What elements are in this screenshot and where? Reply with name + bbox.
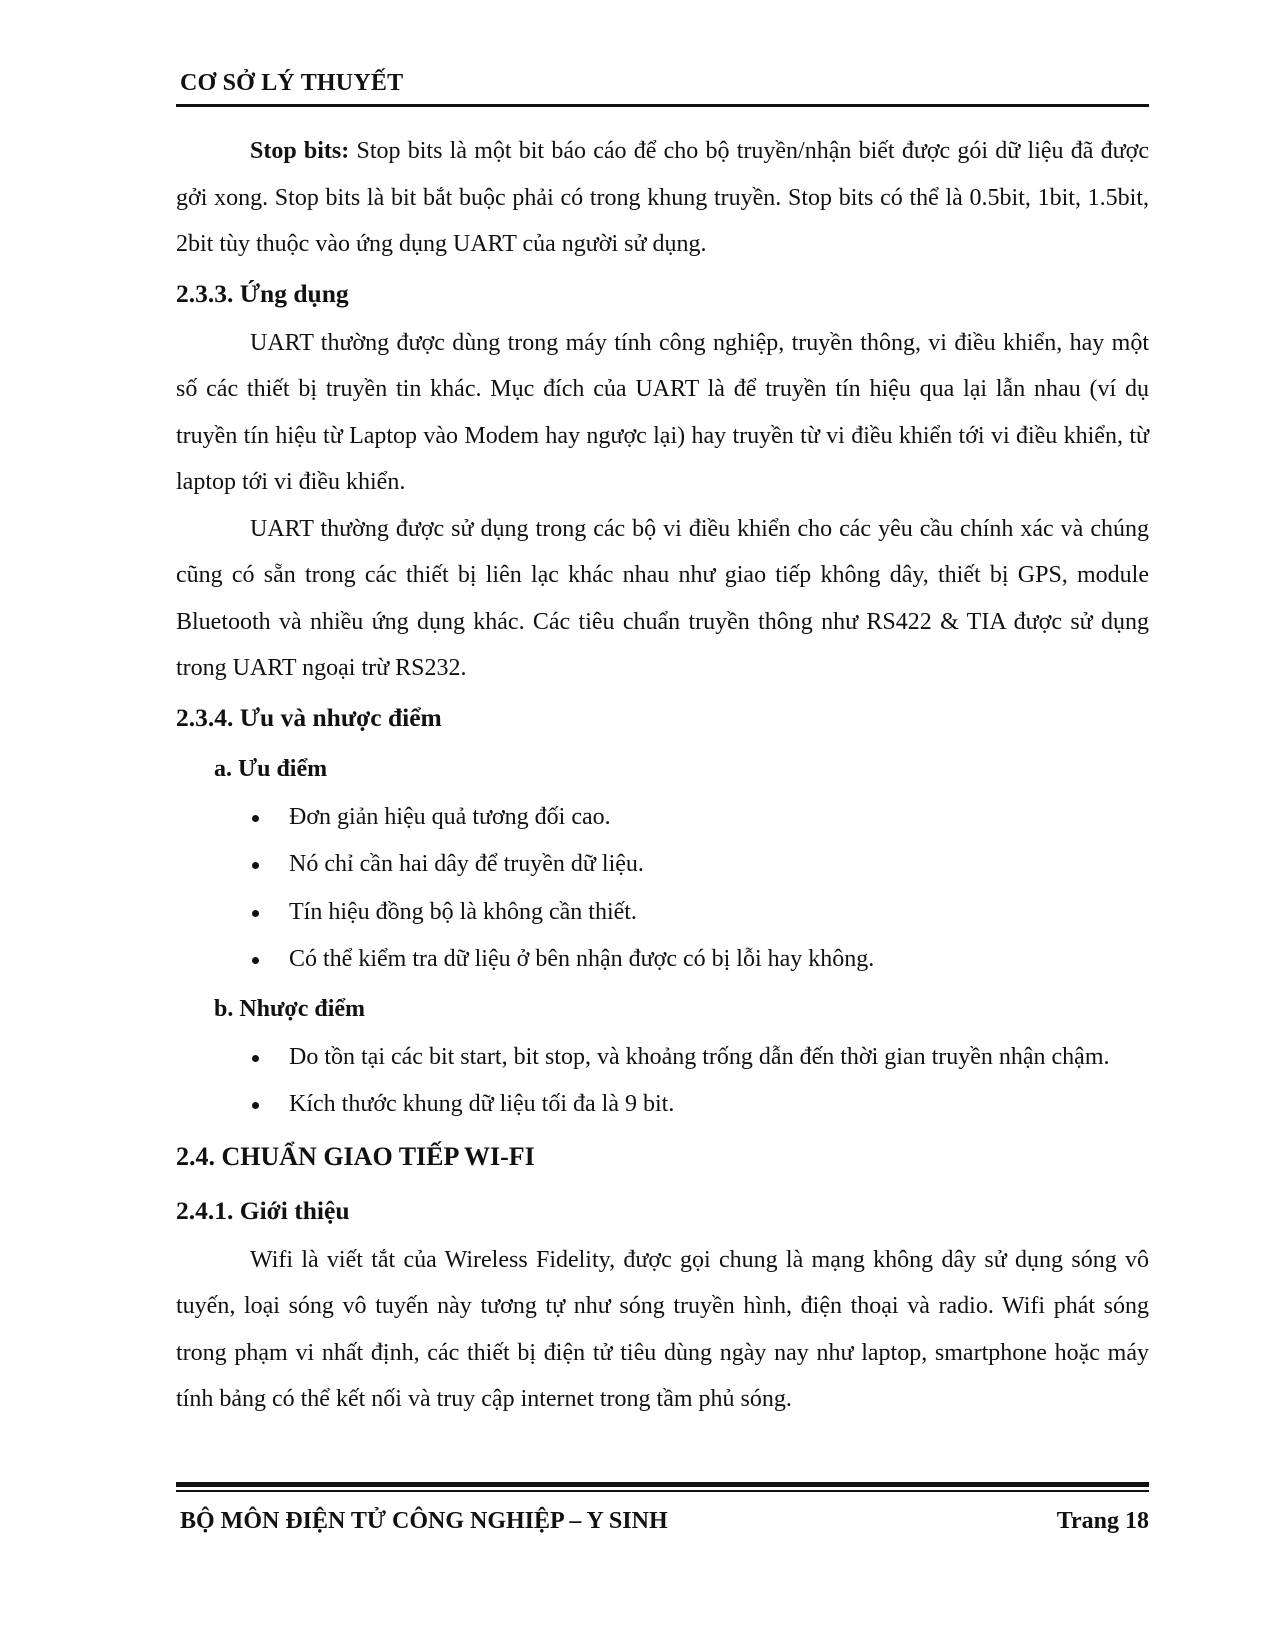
list-item bbox=[176, 889, 1149, 937]
list-item-text: Nó chỉ cần hai dây để truyền dữ liệu. bbox=[289, 851, 644, 877]
list-item-text: Đơn giản hiệu quả tương đối cao. bbox=[289, 803, 611, 830]
footer-divider-thin bbox=[176, 1490, 1149, 1492]
bullet-icon bbox=[252, 910, 259, 917]
section-heading-2-4: 2.4. CHUẨN GIAO TIẾP WI-FI bbox=[176, 1141, 535, 1171]
section-heading-2-3-3: 2.3.3. Ứng dụng bbox=[176, 278, 349, 308]
disadvantages-list bbox=[176, 1034, 1149, 1129]
footer-divider-thick bbox=[176, 1482, 1149, 1487]
header-divider bbox=[176, 104, 1149, 107]
list-item-text: Do tồn tại các bit start, bit stop, và khoảng trống dẫn đến thời gian truyền nhận chậm. bbox=[289, 1043, 1110, 1070]
list-item-text: Kích thước khung dữ liệu tối đa là 9 bit. bbox=[289, 1091, 675, 1117]
list-item bbox=[176, 841, 1149, 889]
bullet-icon bbox=[252, 1102, 259, 1109]
list-item-text: Có thể kiểm tra dữ liệu ở bên nhận được có bị lỗi hay không. bbox=[289, 946, 875, 972]
advantages-heading: a. Ưu điểm bbox=[214, 755, 328, 782]
list-item bbox=[176, 794, 1149, 842]
page-content bbox=[176, 128, 1149, 1423]
wifi-intro-paragraph: Wifi là viết tắt của Wireless Fidelity, được gọi chung là mạng không dây sử dụng sóng vô tuyến, loại sóng vô tuyến này tương tự như sóng truyền hình, điện thoại và radio. Wifi phát sóng trong phạm vi nhất định, các thiết bị điện tử tiêu dùng ngày nay như laptop, smartphone hoặc máy tính bảng có thể kết nối và truy cập internet trong tầm phủ sóng. bbox=[176, 1246, 1149, 1412]
footer-department: BỘ MÔN ĐIỆN TỬ CÔNG NGHIỆP – Y SINH bbox=[180, 1508, 668, 1534]
bullet-icon bbox=[252, 957, 259, 964]
disadvantages-heading: b. Nhược điểm bbox=[214, 995, 366, 1022]
advantages-list bbox=[176, 794, 1149, 984]
list-item bbox=[176, 1081, 1149, 1129]
stop-bits-text: Stop bits là một bit báo cáo để cho bộ truyền/nhận biết được gói dữ liệu đã được gởi xong. Stop bits là bit bắt buộc phải có trong khung truyền. Stop bits có thể là 0.5bit, 1bit, 1.5bit, 2bit tùy thuộc vào ứng dụng UART của người sử dụng. bbox=[176, 138, 1149, 257]
list-item bbox=[176, 936, 1149, 984]
section-heading-2-4-1: 2.4.1. Giới thiệu bbox=[176, 1195, 350, 1225]
page-header-title: CƠ SỞ LÝ THUYẾT bbox=[180, 70, 404, 96]
stop-bits-label: Stop bits: bbox=[250, 138, 350, 164]
section-heading-2-3-4: 2.3.4. Ưu và nhược điểm bbox=[176, 702, 442, 732]
applications-paragraph-2: UART thường được sử dụng trong các bộ vi điều khiển cho các yêu cầu chính xác và chúng cũng có sẵn trong các thiết bị liên lạc khác nhau như giao tiếp không dây, thiết bị GPS, module Bluetooth và nhiều ứng dụng khác. Các tiêu chuẩn truyền thông như RS422 & TIA được sử dụng trong UART ngoại trừ RS232. bbox=[176, 515, 1149, 681]
stop-bits-paragraph bbox=[176, 128, 1149, 268]
list-item-text: Tín hiệu đồng bộ là không cần thiết. bbox=[289, 898, 637, 925]
footer-page-number: Trang 18 bbox=[1056, 1508, 1149, 1534]
bullet-icon bbox=[252, 1055, 259, 1062]
bullet-icon bbox=[252, 862, 259, 869]
applications-paragraph-1: UART thường được dùng trong máy tính công nghiệp, truyền thông, vi điều khiển, hay một số các thiết bị truyền tin khác. Mục đích của UART là để truyền tín hiệu qua lại lẫn nhau (ví dụ truyền tín hiệu từ Laptop vào Modem hay ngược lại) hay truyền từ vi điều khiển tới vi điều khiển, từ laptop tới vi điều khiển. bbox=[176, 329, 1149, 495]
bullet-icon bbox=[252, 815, 259, 822]
list-item bbox=[176, 1034, 1149, 1082]
